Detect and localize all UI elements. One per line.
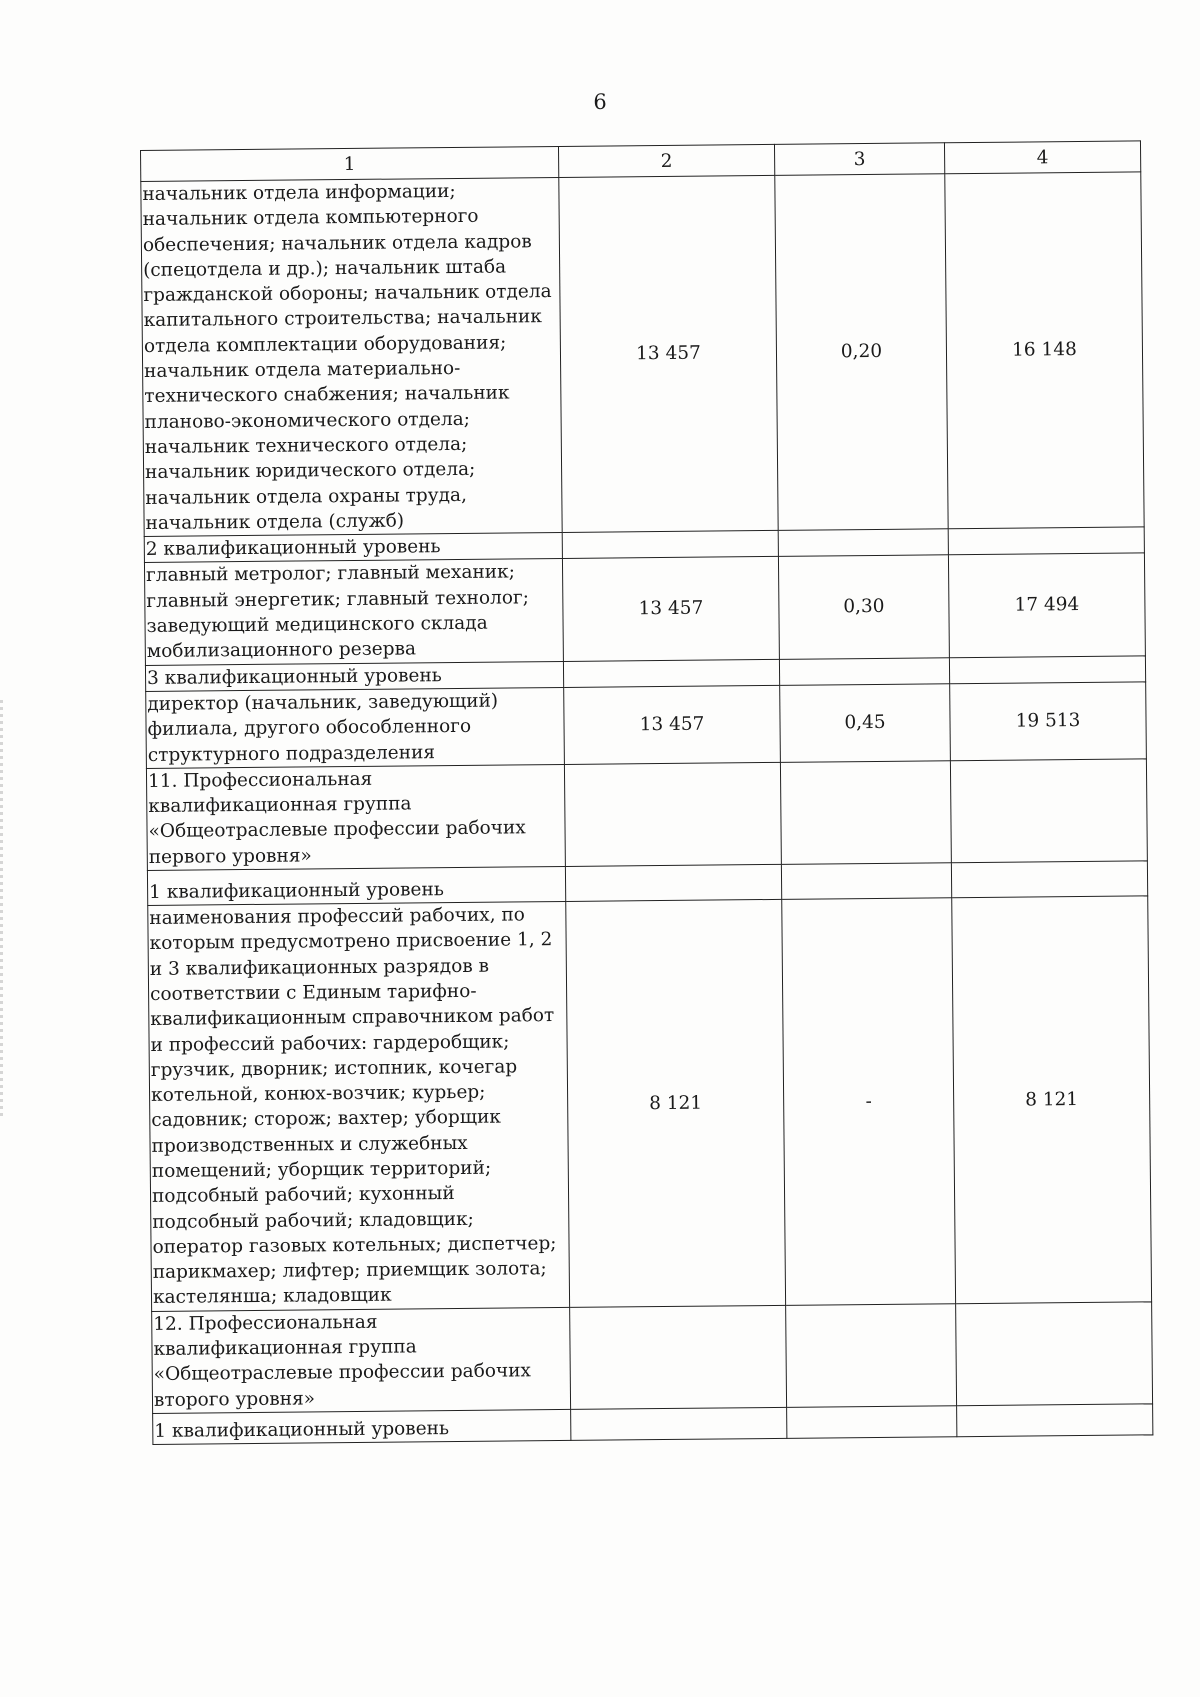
coefficient-cell [779,657,949,685]
coefficient-cell [780,761,951,865]
coefficient-cell: 0,45 [780,684,951,763]
base-salary-cell: 13 457 [559,175,778,532]
base-salary-cell: 13 457 [564,685,781,764]
header-col-3: 3 [774,143,944,176]
position-cell: главный метролог; главный механик; главный энергетик; главный технолог; заведующий медицинского склада мобилизационного резерва [144,559,563,665]
qualification-level-cell: 2 квалификационный уровень [144,533,562,563]
professional-group-cell: 12. Профессиональная квалификационная группа «Общеотраслевые профессии рабочих второго уровня» [152,1307,571,1413]
qualification-level-cell: 1 квалификационный уровень [153,1409,571,1444]
table-row [141,172,1144,537]
table-row [146,759,1147,871]
base-salary-cell [563,659,779,687]
total-salary-cell [957,1404,1153,1437]
coefficient-cell [786,1303,957,1407]
salary-table [140,140,1153,1445]
total-salary-cell: 19 513 [950,682,1147,761]
professional-group-cell: 11. Профессиональная квалификационная группа «Общеотраслевые профессии рабочих первого уровня» [146,764,565,870]
base-salary-cell: 8 121 [566,899,786,1307]
base-salary-cell [564,762,781,866]
total-salary-cell [949,656,1145,684]
scan-edge-artifact [0,700,3,1120]
table-row [148,896,1152,1311]
table-row [152,1302,1153,1414]
total-salary-cell: 16 148 [945,172,1144,529]
coefficient-cell: 0,20 [775,174,948,531]
coefficient-cell [778,529,948,557]
page-number: 6 [593,90,607,114]
total-salary-cell [956,1302,1153,1406]
header-col-1: 1 [141,146,559,181]
header-col-4: 4 [944,141,1140,174]
position-cell: директор (начальник, заведующий) филиала, другого обособленного структурного подразделения [146,687,565,768]
salary-table-container [140,140,1153,1445]
coefficient-cell [781,863,951,900]
base-salary-cell: 13 457 [562,557,779,661]
base-salary-cell [565,864,781,901]
position-cell: наименования профессий рабочих, по которым предусмотрено присвоение 1, 2 и 3 квалификационных разрядов в соответствии с Единым тарифно-квалификационным справочником работ и профессий рабочих: гардеробщик; грузчик, дворник; истопник, кочегар котельной, конюх-возчик; курьер; садовник; сторож; вахтер; уборщик производственных и служебных помещений; уборщик территорий; подсобный рабочий; кухонный подсобный рабочий; кладовщик; оператор газовых котельных; диспетчер; парикмахер; лифтер; приемщик золота; кастелянша; кладовщик [148,901,570,1311]
header-col-2: 2 [558,144,774,177]
position-cell: начальник отдела информации; начальник отдела компьютерного обеспечения; начальник отдела кадров (спецотдела и др.); начальник штаба гражданской обороны; начальник отдела капитального строительства; начальник отдела комплектации оборудования; начальник отдела материально-технического снабжения; начальник планово-экономического отдела; начальник технического отдела; начальник юридического отдела; начальник отдела охраны труда, начальник отдела (служб) [141,177,562,536]
qualification-level-cell: 3 квалификационный уровень [145,661,563,691]
table-row [144,553,1145,665]
base-salary-cell [571,1407,787,1440]
total-salary-cell [951,861,1147,898]
base-salary-cell [562,531,778,559]
qualification-level-cell: 1 квалификационный уровень [147,866,565,905]
coefficient-cell [787,1406,957,1439]
total-salary-cell: 8 121 [952,896,1152,1304]
base-salary-cell [570,1305,787,1409]
coefficient-cell: - [782,898,956,1305]
table-row [146,682,1147,768]
total-salary-cell: 17 494 [948,553,1145,657]
total-salary-cell [950,759,1147,863]
total-salary-cell [948,527,1144,555]
coefficient-cell: 0,30 [778,555,949,659]
